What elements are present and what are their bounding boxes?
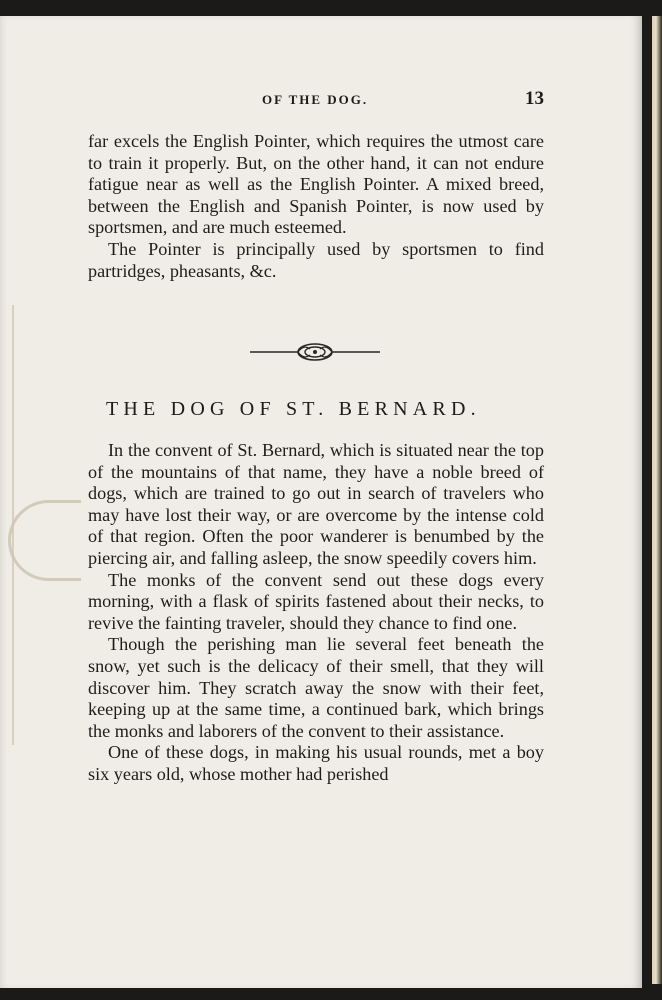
text-block-top: [88, 131, 544, 282]
text-block-bottom: [88, 440, 544, 786]
running-title: OF THE DOG.: [262, 92, 369, 107]
paragraph: The monks of the convent send out these dogs every morning, with a flask of spirits fastened about their necks, to revive the fainting traveler, should they chance to find one.: [88, 569, 544, 633]
section-title: THE DOG OF ST. BERNARD.: [106, 398, 481, 420]
paragraph: far excels the English Pointer, which requires the utmost care to train it properly. But, on the other hand, it can not endure fatigue near as well as the English Pointer. A mixed breed, between the English and Spanish Pointer, is now used by sportsmen, and are much esteemed.: [88, 131, 544, 238]
binding-stitch: [8, 500, 81, 581]
page-number: 13: [525, 88, 544, 109]
paragraph: One of these dogs, in making his usual rounds, met a boy six years old, whose mother had perished: [88, 742, 544, 784]
paragraph: The Pointer is principally used by sportsmen to find partridges, pheasants, &c.: [88, 238, 544, 281]
page-edge: [652, 16, 662, 984]
paragraph: In the convent of St. Bernard, which is situated near the top of the mountains of that name, they have a noble breed of dogs, which are trained to go out in search of travelers who may have lost their way, or are overcome by the intense cold of that region. Often the poor wanderer is benumbed by the piercing air, and falling asleep, the snow speedily covers him.: [88, 440, 544, 568]
ornament-divider-icon: [250, 340, 380, 364]
paragraph: Though the perishing man lie several feet beneath the snow, yet such is the delicacy of their smell, that they will discover him. They scratch away the snow with their feet, keeping up at the same time, a continued bark, which brings the monks and laborers of the convent to their assistance.: [88, 634, 544, 741]
